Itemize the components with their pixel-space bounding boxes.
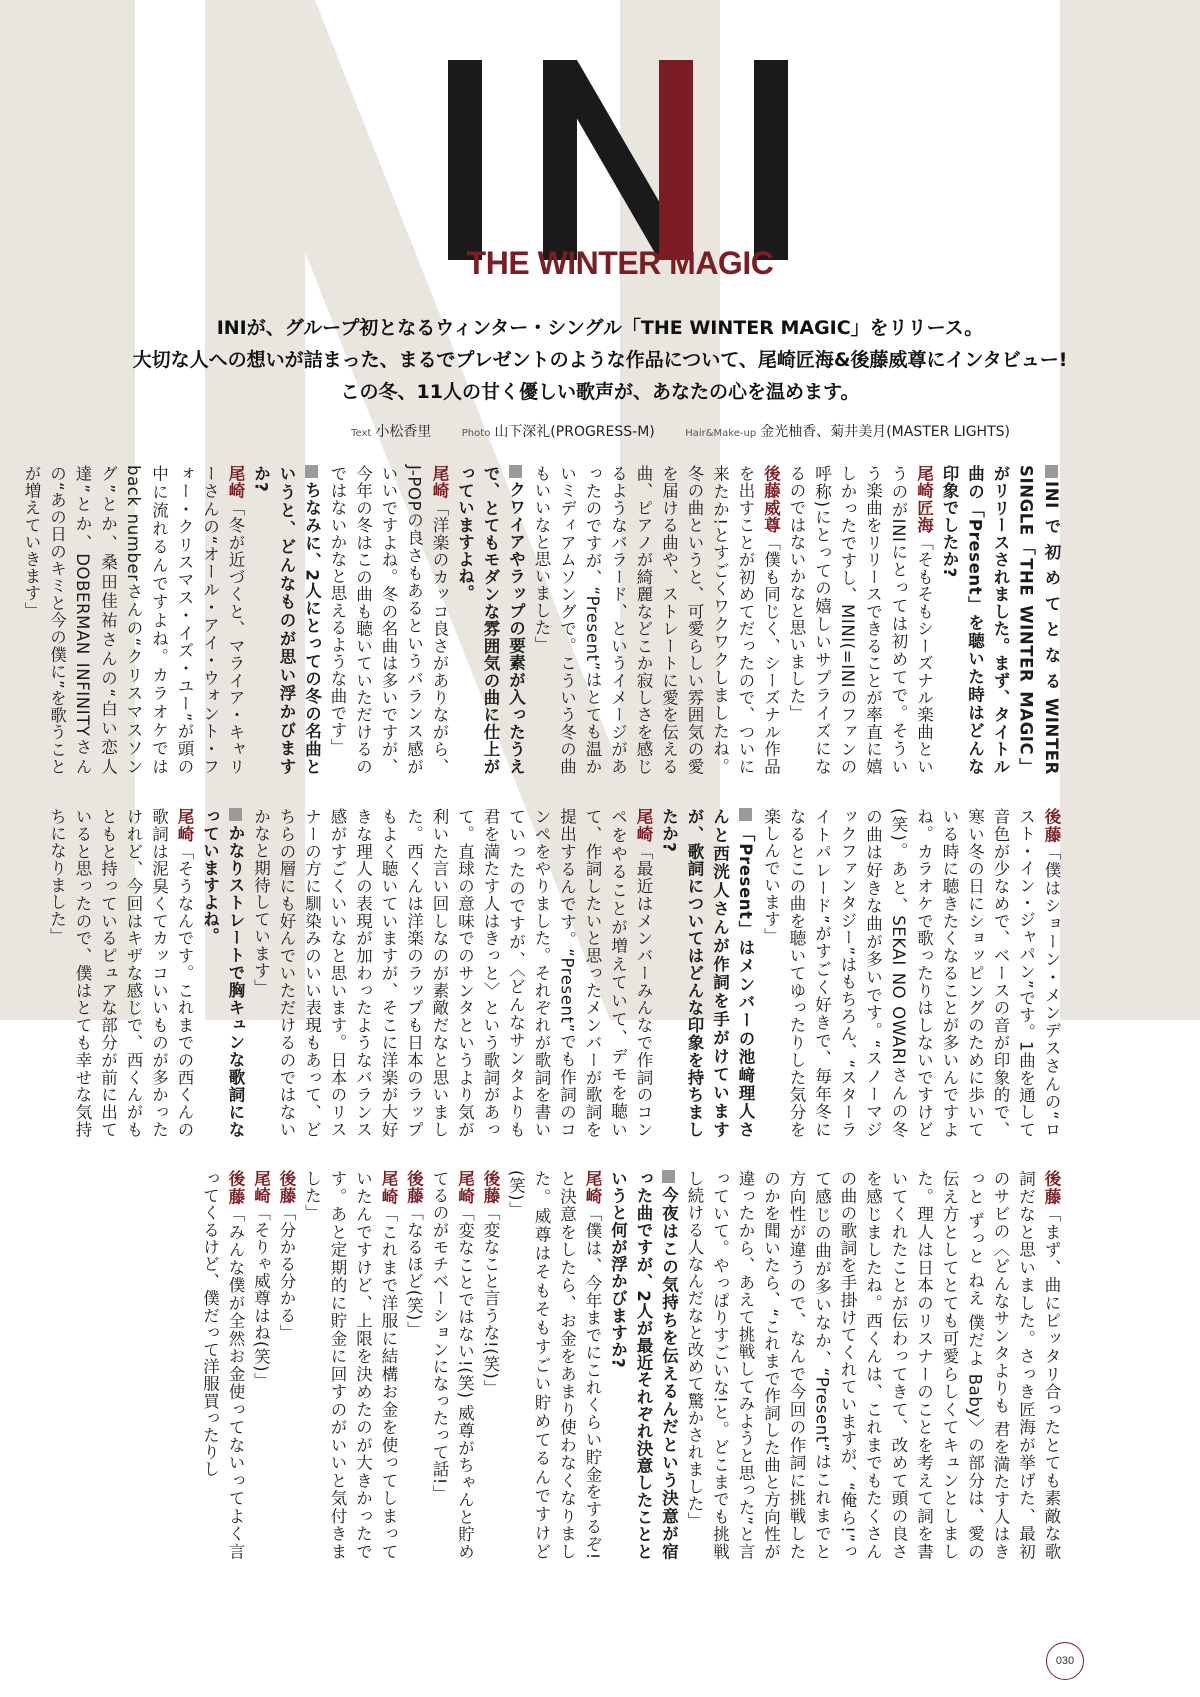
answer (478, 1170, 504, 1560)
answer-text: 「まず、曲にピッタリ合ったとても素敵な歌詞だなと思いました。さっき匠海が挙げた、最初のサビの〈どんなサンタよりも 君を満たす人はきっと ずっと ねえ 僕だよ Baby〉の部分は、愛の伝え方としてとても可愛らしくてキュンとしました。理人は日本のリスナーのことを考えて詞を書いてくれたことが伝わってきて、改めて頭の良さを感じましたね。西くんは、これまでもたくさんの曲の歌詞を手掛けてくれていますが、“俺ら!”って感じの曲が多いなか、“Present”はこれまでと方向性が違うので、なんで今回の作詞に挑戦したのかを聞いたら、“これまで作詞した曲と方向性が違ったから、あえて挑戦してみようと思った”と言っていて。やっぱりすごいな!と。どこまでも挑戦し続ける人なんだなと改めて驚かされました」 (685, 1170, 1061, 1560)
question-text: 「Present」はメンバーの池﨑理人さんと西洸人さんが作詞を手がけていますが、歌詞についてはどんな印象を持ちましたか? (659, 808, 755, 1138)
speaker-name: 尾崎 (226, 465, 245, 500)
ini-logo (448, 60, 788, 260)
credit-value: 小松香里 (375, 424, 432, 440)
question-marker-icon (1045, 465, 1058, 478)
question-text: かなりストレートで胸キュンな歌詞になっていますよね。 (200, 808, 245, 1138)
credits (150, 421, 1010, 441)
answer (19, 465, 249, 775)
answer-text: 「僕はショーン・メンデスさんの“ロスト・イン・ジャパン”です。1曲を通して音色が少なめで、ベースの音が印象的で、寒い冬の日にショッピングのために歩いている時に聴きたくなることが多いんですよね。カラオケで歌ったりはしないですけど(笑)。あと、SEKAI NO OWARIさんの冬の曲は好きな曲が多いです。“スノーマジックファンタジー”はもちろん、“スターライトパレード”がすごく好きで、毎年冬になるとこの曲を聴いてゆったりした気分を楽しんでいます」 (761, 808, 1061, 1139)
speaker-name: 後藤 (404, 1170, 424, 1205)
speaker-name: 尾崎 (379, 1170, 398, 1206)
speaker-name: 後藤 (1042, 808, 1061, 844)
answer (248, 808, 656, 1138)
answer-text: 「分かる分かる」 (277, 1204, 296, 1342)
speaker-name: 尾崎 (455, 1170, 475, 1205)
interview-block-3 (122, 1170, 1064, 1560)
speaker-name: 尾崎 (583, 1170, 602, 1205)
answer (682, 1170, 1065, 1560)
background-letter-i-right (1060, 0, 1200, 1020)
speaker-name: 後藤 (277, 1170, 296, 1205)
answer (299, 1170, 401, 1560)
answer-text: 「これまで洋服に結構お金を使ってしまっていたんですけど、上限を決めたのが大きかったです。あと定期的に貯金に回すのがいいと気付きました」 (302, 1170, 398, 1560)
interview-block-1 (22, 465, 1064, 775)
question-text: クワイアやラップの要素が入ったうえで、とてもモダンな雰囲気の曲に仕上がっていますよね。 (455, 465, 526, 775)
question-text: INIで初めてとなるWINTER SINGLE「THE WINTER MAGIC」がリリースされました。まず、タイトル曲の「Present」を聴いた時はどんな印象でしたか? (940, 465, 1061, 775)
credit-label: Photo (461, 428, 491, 439)
question (656, 808, 758, 1138)
credit-value: 金光柚香、菊井美月(MASTER LIGHTS) (760, 424, 1010, 440)
speaker-name: 尾崎匠海 (914, 465, 934, 534)
answer (325, 465, 453, 775)
answer-text: 「そもそもシーズナル楽曲というのがINIにとっては初めてで。そういう楽曲をリリースできることが率直に嬉しかったですし、MINI(=INIのファンの呼称)にとっての嬉しいサプライズになるのではないかなと思いました」 (787, 465, 934, 775)
answer (248, 1170, 274, 1560)
answer (529, 465, 784, 775)
answer-text: 「そうなんです。これまでの西くんの歌詞は泥臭くてカッコいいものが多かったけれど、今回はキザな感じで、西くんがもともと持っているピュアな部分が前に出ていると思ったので、僕はとても幸せな気持ちになりました」 (47, 808, 194, 1139)
answer (44, 808, 197, 1138)
question-text: 今夜はこの気持ちを伝えるんだという決意が宿った曲ですが、2人が最近それぞれ決意したことというと何が浮かびますか? (608, 1170, 679, 1560)
answer-text: 「僕は、今年までにこれくらい貯金をするぞ!と決意をしたら、お金をあまり使わなくなりました。威尊はそもそもすごい貯めてるんですけど(笑)」 (506, 1170, 602, 1561)
question-marker-icon (305, 465, 318, 478)
answer (758, 808, 1064, 1138)
question-marker-icon (229, 808, 242, 821)
page-number: 030 (1046, 1642, 1084, 1680)
question (937, 465, 1065, 775)
subtitle: THE WINTER MAGIC (466, 245, 774, 281)
answer (503, 1170, 605, 1560)
answer-text: 「変なこと言うな!(笑)」 (481, 1204, 500, 1397)
answer (274, 1170, 300, 1560)
answer (427, 1170, 478, 1560)
speaker-name: 後藤 (481, 1170, 500, 1205)
speaker-name: 尾崎 (634, 808, 653, 843)
credit-label: Hair&Make-up (685, 428, 757, 439)
answer-text: 「洋楽のカッコ良さがありながら、J-POPの良さもあるというバランス感がいいですよね。冬の名曲は多いですが、今年の冬はこの曲も聴いていただけるのではないかなと思えるような曲です」 (328, 465, 449, 775)
answer (784, 465, 937, 775)
question-text: ちなみに、2人にとっての冬の名曲というと、どんなものが思い浮かびますか? (251, 465, 322, 775)
answer-text: 「僕も同じく、シーズナル作品を出すことが初めてだったので、ついに来たか!とすごくワクワクしましたね。冬の曲というと、可愛らしい雰囲気の愛を届ける曲や、ストレートに愛を伝える曲、ピアノが綺麗などこか寂しさを感じるようなバラード、というイメージがあったのですが、“Present”はとても温かいミディアムソングで。こういう冬の曲もいいなと思いました」 (532, 465, 781, 775)
question (197, 808, 248, 1138)
answer-text: 「そりゃ威尊はね(笑)」 (251, 1204, 271, 1390)
speaker-name: 尾崎 (251, 1170, 271, 1205)
question (248, 465, 325, 775)
speaker-name: 尾崎 (175, 808, 194, 843)
answer-text: 「みんな僕が全然お金使ってないってよく言ってくるけど、僕だって洋服買ったりし (200, 1170, 245, 1560)
question-marker-icon (509, 465, 522, 478)
lead-text (100, 312, 1100, 408)
question-marker-icon (662, 1170, 675, 1183)
speaker-name: 後藤 (1042, 1170, 1061, 1206)
speaker-name: 後藤 (226, 1170, 245, 1206)
question-marker-icon (739, 808, 752, 821)
answer (401, 1170, 427, 1560)
interview-block-2 (47, 808, 1064, 1139)
answer-text: 「冬が近づくと、マライア・キャリーさんの“オール・アイ・ウォント・フォー・クリスマス・イズ・ユー”が頭の中に流れるんですよね。カラオケではback numberさんの“クリスマスソング”とか、桑田佳祐さんの“白い恋人達”とか、DOBERMAN INFINITYさんの“あの日のキミと今の僕に”を歌うことが増えていきます」 (22, 465, 245, 775)
answer-text: 「なるほど(笑)」 (404, 1204, 424, 1338)
question (452, 465, 529, 775)
lead-line: この冬、11人の甘く優しい歌声が、あなたの心を温めます。 (340, 381, 860, 403)
answer (197, 1170, 248, 1560)
answer-text: 「最近はメンバーみんなで作詞のコンペをやることが増えていて、デモを聴いて、作詞したいと思ったメンバーが歌詞を提出するんです。“Present”でも作詞のコンペをやりました。それぞれが歌詞を書いていったのですが、〈どんなサンタよりも 君を満たす人はきっと〉という歌詞があって。直球の意味でのサンタというより気が利いた言い回しなのが素敵だなと思いました。西くんは洋楽のラップも日本のラップもよく聴いていますが、そこに洋楽が大好きな理人の表現が加わったようなバランス感がすごくいいなと思います。日本のリスナーの方に馴染みのいい表現もあって、どちらの層にも好んでいただけるのではないかなと期待しています」 (251, 808, 653, 1139)
speaker-name: 後藤威尊 (761, 465, 781, 534)
speaker-name: 尾崎 (430, 465, 449, 500)
answer-text: 「変なことではない!(笑) 威尊がちゃんと貯めてるのがモチベーションになったって話!」 (430, 1170, 475, 1560)
credit-value: 山下深礼(PROGRESS-M) (494, 424, 655, 440)
question (605, 1170, 682, 1560)
lead-line: INIが、グループ初となるウィンター・シングル「THE WINTER MAGIC」をリリース。 (216, 317, 984, 339)
lead-line: 大切な人への想いが詰まった、まるでプレゼントのような作品について、尾崎匠海&後藤威尊にインタビュー! (132, 349, 1068, 371)
credit-label: Text (351, 428, 372, 439)
